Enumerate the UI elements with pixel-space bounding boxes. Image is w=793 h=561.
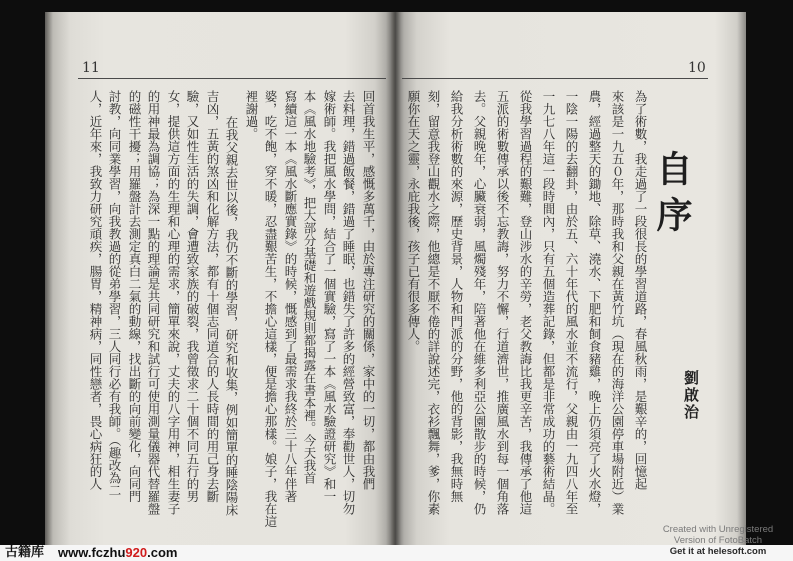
left-page-text-column: 寫續這一本《風水斷應實錄》的時候，慨感到了最需求我終於三十八年伴著 <box>283 90 298 503</box>
url-suffix: .com <box>147 545 178 560</box>
preface-text-column: 從我學習過程的艱難，登山涉水的辛勞，老父教誨比我更辛苦，我傳承了他這 <box>518 90 533 515</box>
left-page-text-column: 婆，吃不飽，穿不暖，忍盡艱苦生，不擔心這樣，便是擔心那樣。娘子，我在這 <box>263 90 278 528</box>
watermark-line-3: Get it at helesoft.com <box>669 546 767 557</box>
left-page-text-column: 回首我生平，感慨多萬千，由於專注研究的關係，家中的一切，都由我們 <box>361 90 376 490</box>
preface-text-column: 給我分析術數的來源，歷史背景，人物和門派的分野，他的背影，我無時無 <box>449 90 464 503</box>
left-page-text-column: 裡謝過。 <box>244 90 259 140</box>
preface-text-column: 來該是一九五０年，那時我和父親在黃竹坑（現在的海洋公園停車場附近）業 <box>610 90 625 515</box>
preface-text-column: 願你在天之靈，永庇我後，孩子已有很多傳人。 <box>406 90 421 353</box>
preface-text-column: 為了術數，我走過了一段很長的學習道路，春風秋雨，是艱辛的，回憶起 <box>633 90 648 490</box>
left-page-text-column: 的用神最為調協；為深一點的理論是共同研究和試行可使用測量儀器代替羅盤 <box>146 90 161 515</box>
right-header-rule <box>402 78 708 79</box>
preface-text-column: 五派的術數傳承以後不忘教誨，努力不懈，行道濟世，推廣風水到每一個角落 <box>495 90 510 515</box>
book-spine-shadow <box>386 12 404 545</box>
preface-text-column: 農，經過整天的鋤地、除草、澆水、下肥和飼食豬雞，晚上仍須亮了火水燈， <box>587 90 602 515</box>
left-page-text-column: 嫁術師。我把風水學問，結合了一個實驗，寫了一本《風水驗證研究》和一 <box>322 90 337 503</box>
left-page-text-column: 去料理，錯過飯餐，錯過了睡眠，也錯失了許多的經營致富，奉勸世人，切勿 <box>341 90 356 515</box>
watermark-line-1: Created with Unregistered <box>662 524 774 535</box>
left-page-number: 11 <box>82 60 100 76</box>
left-header-rule <box>78 78 386 79</box>
left-page-text-column: 本《風水地驗考》，把大部分基礎和遊戲規則都揭露在書本裡。今天我首 <box>302 90 317 484</box>
preface-title: 自序 <box>651 150 693 242</box>
preface-text-column: 去。父親晚年，心臟衰弱，風燭殘年，陪著他在維多利亞公園散步的時候，仍 <box>472 90 487 515</box>
site-name-watermark: 古籍库 <box>5 545 45 560</box>
left-page-text-column: 吉凶，五黃的煞凶和化解方法，都有十個志同道合的人長時間的用己身去斷 <box>205 90 220 503</box>
left-page-text-column: 驗，又如性生活的失調，會遭致家族的破裂，我曾徵求二十個不同五行的男 <box>185 90 200 503</box>
right-page-number: 10 <box>688 60 706 76</box>
url-prefix: www.fczhu <box>58 545 126 560</box>
left-page-text-column: 討教，向同業學習，向我教過的從弟學習，三人同行必有我師。（趣改為二 <box>107 90 122 497</box>
preface-author: 劉啟治 <box>682 370 700 421</box>
preface-text-column: 刻，留意我登山觀水之際，他總是不厭不倦的詳說述完，衣衫飄舞，爹，你素 <box>426 90 441 515</box>
site-url-watermark <box>58 545 177 560</box>
software-watermark <box>650 524 786 557</box>
preface-text-column: 一九七八年這一段時間內，只有五個造葬記錄，但都是非常成功的藝術結晶。 <box>541 90 556 515</box>
left-page-text-column: 女，提供這方面的生理和心理的需求，簡單來說，丈夫的八字用神，相生妻子 <box>166 90 181 515</box>
watermark-line-2: Version of FotoBatch <box>673 535 763 546</box>
left-page-text-column: 人，近年來，我致力研究頑疾，腸胃，精神病，同性戀者，畏心病狂的人 <box>88 90 103 490</box>
left-page-text-column: 在我父親去世以後，我仍不斷的學習，研究和收集，例如簡單的睡陰陽床 <box>224 116 239 516</box>
preface-text-column: 一陰一陽的去翻卦，由於五、六十年代的風水並不流行，父親由一九四八年至 <box>564 90 579 515</box>
left-page-text-column: 的磁性干擾；用羅盤計去測定真白二氣的動線，找出斷的向前變化，向同門 <box>127 90 142 503</box>
url-number: 920 <box>125 545 148 560</box>
